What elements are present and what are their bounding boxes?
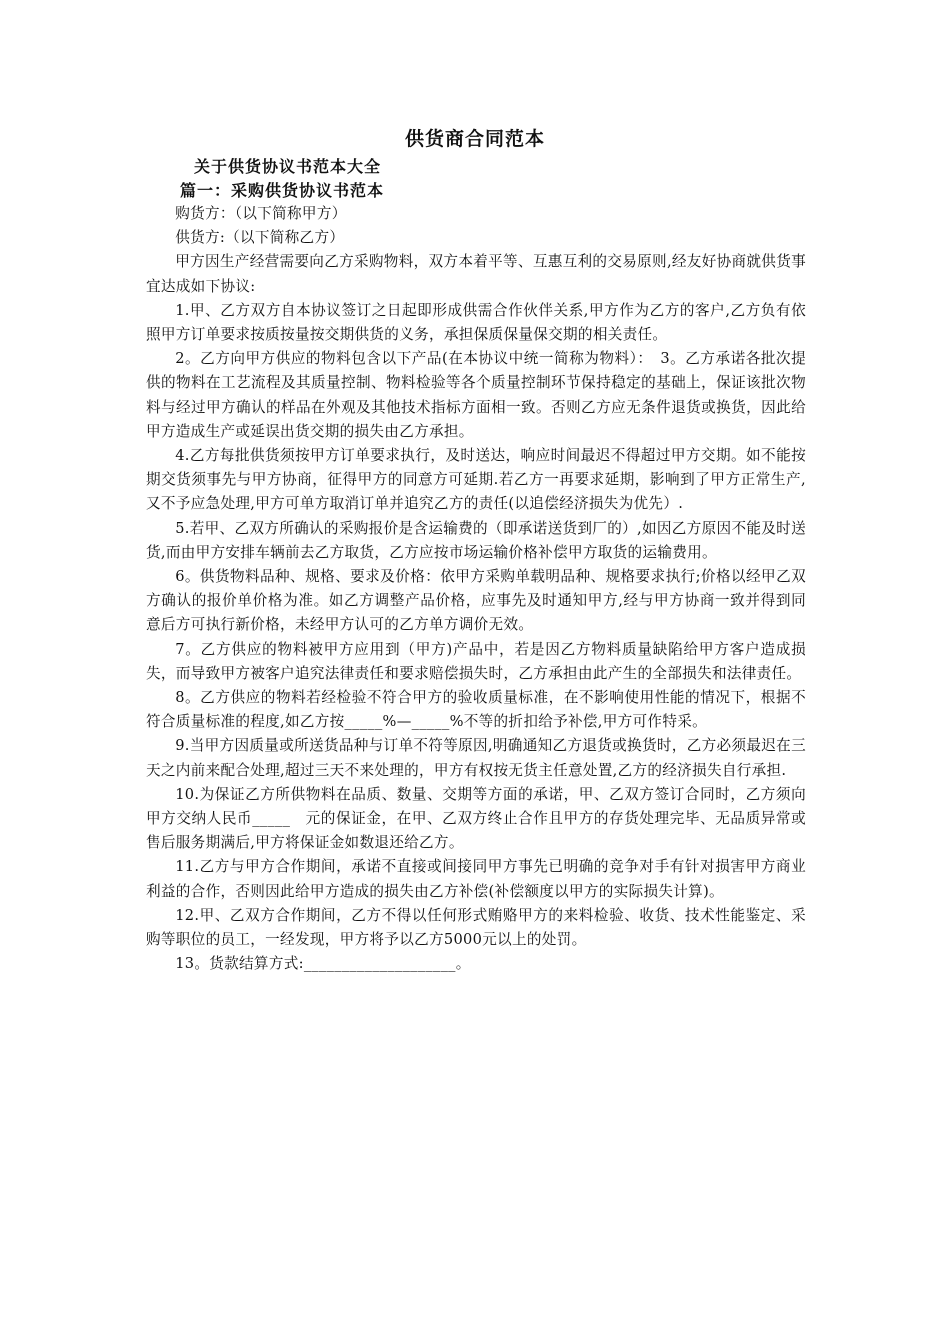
intro-paragraph: 甲方因生产经营需要向乙方采购物料，双方本着平等、互惠互利的交易原则,经友好协商就供货事宜达成如下协议: [146, 253, 806, 295]
clause-13: 13。货款结算方式:____________________。 [175, 955, 471, 973]
clause-2-3: 2。乙方向甲方供应的物料包含以下产品(在本协议中统一简称为物料）： 3。乙方承诺各批次提供的物料在工艺流程及其质量控制、物料检验等各个质量控制环节保持稳定的基础上，保证该批次物料与经过甲方确认的样品在外观及其他技术指标方面相一致。否则乙方应无条件退货或换货，因此给甲方造成生产或延误出货交期的损失由乙方承担。 [146, 350, 806, 440]
clause-4: 4.乙方每批供货须按甲方订单要求执行，及时送达，响应时间最迟不得超过甲方交期。如不能按期交货须事先与甲方协商，征得甲方的同意方可延期.若乙方一再要求延期，影响到了甲方正常生产,又不予应急处理,甲方可单方取消订单并追究乙方的责任(以追偿经济损失为优先）. [146, 447, 806, 513]
clause-7: 7。乙方供应的物料被甲方应用到（甲方)产品中，若是因乙方物料质量缺陷给甲方客户造成损失，而导致甲方被客户追究法律责任和要求赔偿损失时，乙方承担由此产生的全部损失和法律责任。 [146, 640, 806, 682]
clause-5: 5.若甲、乙双方所确认的采购报价是含运输费的（即承诺送货到厂的）,如因乙方原因不能及时送货,而由甲方安排车辆前去乙方取货，乙方应按市场运输价格补偿甲方取货的运输费用。 [146, 519, 806, 561]
document-subtitle: 关于供货协议书范本大全 [194, 157, 382, 176]
clause-10: 10.为保证乙方所供物料在品质、数量、交期等方面的承诺，甲、乙双方签订合同时，乙方须向甲方交纳人民币_____ 元的保证金，在甲、乙双方终止合作且甲方的存货处理完毕、无品质异常或售后服务期满后,甲方将保证金如数退还给乙方。 [146, 785, 806, 852]
clause-12: 12.甲、乙双方合作期间，乙方不得以任何形式贿赂甲方的来料检验、收货、技术性能鉴定、采购等职位的员工，一经发现，甲方将予以乙方5000元以上的处罚。 [146, 906, 806, 949]
document-title: 供货商合同范本 [404, 128, 545, 150]
section-heading: 篇一：采购供货协议书范本 [180, 181, 385, 200]
clause-6: 6。供货物料品种、规格、要求及价格：依甲方采购单载明品种、规格要求执行;价格以经甲乙双方确认的报价单价格为准。如乙方调整产品价格，应事先及时通知甲方,经与甲方协商一致并得到同意后方可执行新价格，未经甲方认可的乙方单方调价无效。 [146, 568, 806, 634]
document-body [146, 202, 806, 977]
buyer-line: 购货方：（以下简称甲方） [175, 205, 347, 222]
clause-8: 8。乙方供应的物料若经检验不符合甲方的验收质量标准，在不影响使用性能的情况下，根据不符合质量标准的程度,如乙方按_____%—_____%不等的折扣给予补偿,甲方可作特采。 [146, 689, 806, 731]
clause-1: 1.甲、乙方双方自本协议签订之日起即形成供需合作伙伴关系,甲方作为乙方的客户,乙方负有依照甲方订单要求按质按量按交期供货的义务，承担保质保量保交期的相关责任。 [146, 301, 806, 344]
clause-11: 11.乙方与甲方合作期间，承诺不直接或间接同甲方事先已明确的竞争对手有针对损害甲方商业利益的合作，否则因此给甲方造成的损失由乙方补偿(补偿额度以甲方的实际损失计算)。 [146, 858, 806, 900]
supplier-line: 供货方:（以下简称乙方） [175, 229, 345, 247]
clause-9: 9.当甲方因质量或所送货品种与订单不符等原因,明确通知乙方退货或换货时，乙方必须最迟在三天之内前来配合处理,超过三天不来处理的，甲方有权按无货主任意处置,乙方的经济损失自行承担. [146, 737, 806, 779]
